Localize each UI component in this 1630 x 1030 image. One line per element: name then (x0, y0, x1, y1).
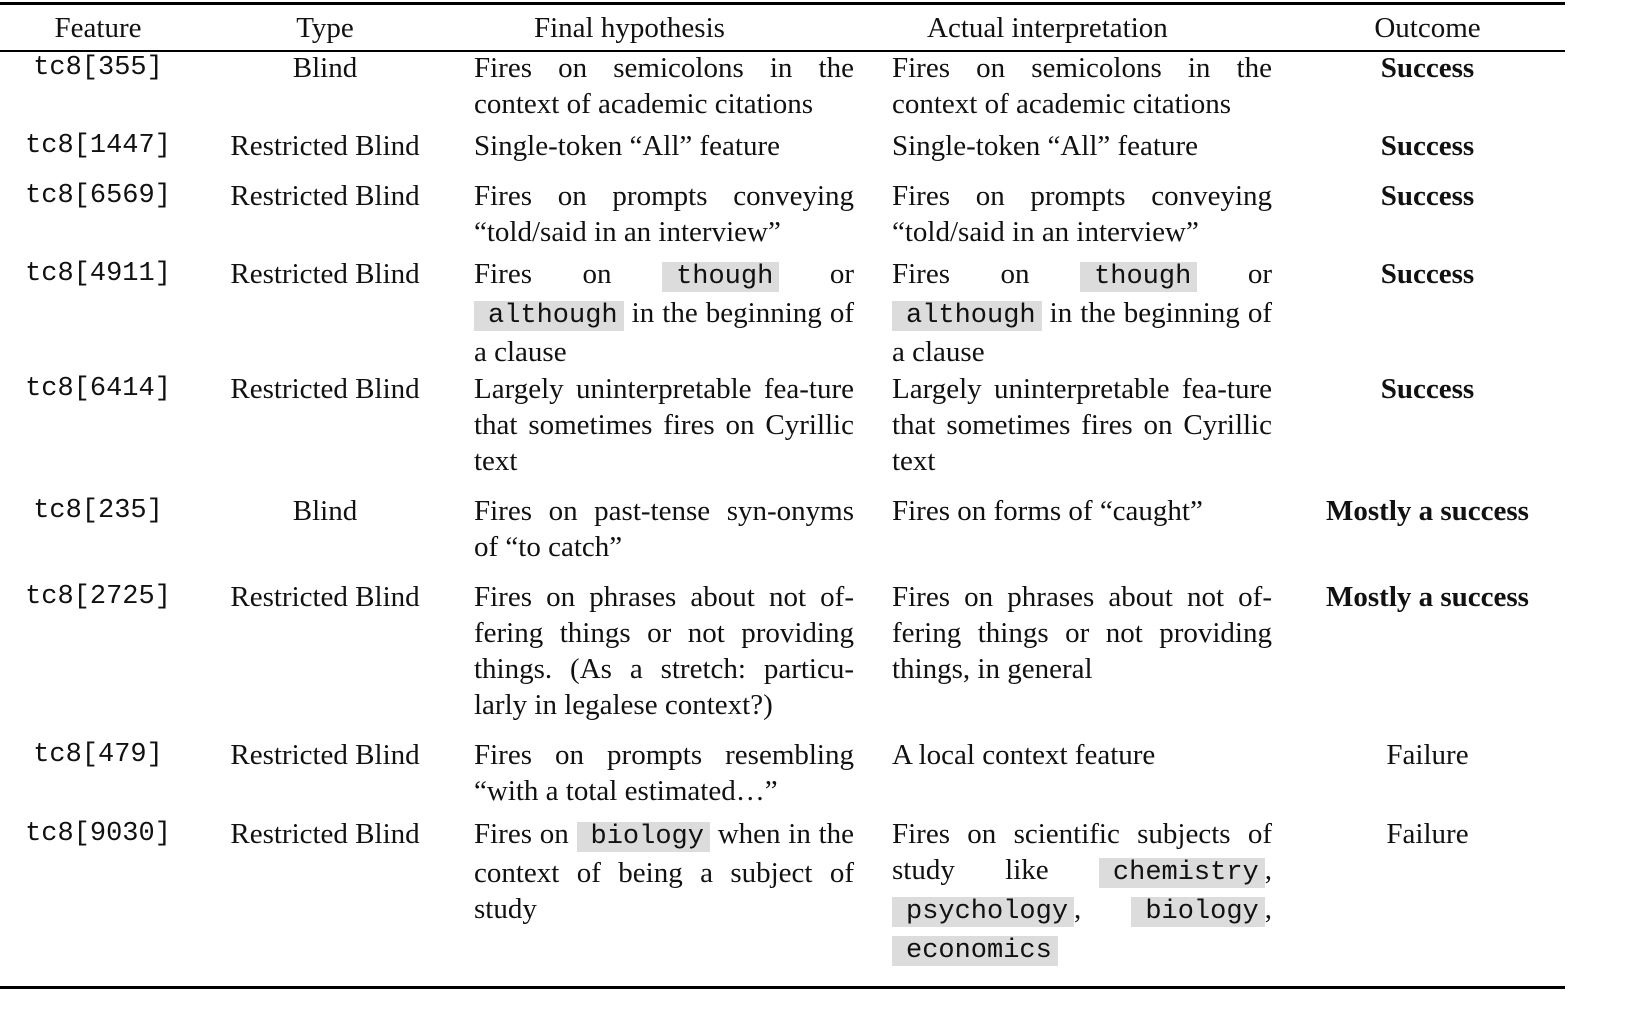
header-feature: Feature (54, 11, 142, 44)
final-hypothesis-cell (454, 816, 872, 969)
text-segment: or (779, 258, 854, 290)
text-segment: Fires on (892, 258, 1081, 290)
actual-interpretation-cell (872, 256, 1290, 371)
table-row (0, 256, 1565, 371)
outcome-cell: Success (1380, 130, 1475, 162)
type-cell: Restricted Blind (230, 130, 420, 162)
actual-interpretation-cell: Fires on prompts conveying “told/said in an interview” (892, 180, 1272, 248)
text-segment: , (1074, 893, 1132, 925)
code-token: though (662, 262, 779, 292)
type-cell: Blind (292, 495, 358, 527)
table-row (0, 371, 1565, 493)
feature-cell: tc8[355] (33, 53, 163, 83)
type-cell: Blind (292, 52, 358, 84)
text-segment: in the beginning of a clause (474, 297, 854, 368)
feature-cell: tc8[2725] (25, 582, 171, 612)
text-segment: Fires on scientific subjects of study like (892, 818, 1272, 886)
table-row (0, 50, 1565, 128)
final-hypothesis-cell: Fires on semicolons in the context of academic citations (474, 52, 854, 120)
outcome-cell: Success (1380, 52, 1475, 84)
feature-cell: tc8[1447] (25, 131, 171, 161)
type-cell: Restricted Blind (230, 180, 420, 212)
actual-interpretation-cell: Largely uninterpretable fea-ture that sometimes fires on Cyrillic text (892, 373, 1272, 477)
text-segment: or (1197, 258, 1272, 290)
table-row (0, 178, 1565, 256)
outcome-cell: Mostly a success (1326, 581, 1529, 613)
type-cell: Restricted Blind (230, 581, 420, 613)
outcome-cell: Success (1380, 258, 1475, 290)
code-token: biology (577, 822, 710, 852)
header-actual-interpretation: Actual interpretation (927, 11, 1168, 44)
table-row (0, 737, 1565, 816)
actual-interpretation-cell: A local context feature (892, 739, 1156, 771)
final-hypothesis-cell: Single-token “All” feature (474, 130, 780, 162)
header-final-hypothesis: Final hypothesis (534, 11, 725, 44)
table-row (0, 816, 1565, 969)
text-segment: , (1264, 854, 1272, 886)
actual-interpretation-cell: Fires on forms of “caught” (892, 495, 1203, 527)
code-token: although (892, 301, 1042, 331)
text-segment: Fires on (474, 818, 577, 850)
results-table (0, 5, 1565, 969)
table-body (0, 50, 1565, 969)
type-cell: Restricted Blind (230, 373, 420, 405)
actual-interpretation-cell: Fires on phrases about not of-fering things or not providing things, in general (892, 581, 1272, 685)
text-segment: when in the context of being a subject of study (474, 818, 854, 925)
table-header (0, 5, 1565, 50)
code-token: though (1080, 262, 1197, 292)
final-hypothesis-cell: Fires on phrases about not of-fering things or not providing things. (As a stretch: particu-larly in legalese context?) (474, 581, 854, 721)
text-segment: in the beginning of a clause (892, 297, 1272, 368)
header-type: Type (296, 11, 354, 44)
code-token: economics (892, 936, 1058, 966)
feature-cell: tc8[6569] (25, 181, 171, 211)
header-outcome: Outcome (1374, 11, 1481, 44)
code-token: chemistry (1099, 858, 1265, 888)
table-row (0, 493, 1565, 579)
text-segment: , (1264, 893, 1272, 925)
outcome-cell: Mostly a success (1326, 495, 1529, 527)
feature-cell: tc8[9030] (25, 819, 171, 849)
outcome-cell: Success (1380, 373, 1475, 405)
code-token: psychology (892, 897, 1074, 927)
code-token: although (474, 301, 624, 331)
outcome-cell: Failure (1386, 818, 1469, 850)
final-hypothesis-cell (454, 256, 872, 371)
feature-cell: tc8[6414] (25, 374, 171, 404)
type-cell: Restricted Blind (230, 818, 420, 850)
feature-cell: tc8[235] (33, 496, 163, 526)
final-hypothesis-cell: Fires on past-tense syn-onyms of “to catch” (474, 495, 854, 563)
final-hypothesis-cell: Fires on prompts conveying “told/said in an interview” (474, 180, 854, 248)
table-row (0, 128, 1565, 178)
feature-cell: tc8[4911] (25, 259, 171, 289)
type-cell: Restricted Blind (230, 739, 420, 771)
text-segment: Fires on (474, 258, 663, 290)
final-hypothesis-cell: Largely uninterpretable fea-ture that sometimes fires on Cyrillic text (474, 373, 854, 477)
table-row (0, 579, 1565, 737)
final-hypothesis-cell: Fires on prompts resembling “with a total estimated…” (474, 739, 854, 807)
table-bottom-rule (0, 986, 1565, 989)
feature-cell: tc8[479] (33, 740, 163, 770)
actual-interpretation-cell: Fires on semicolons in the context of academic citations (892, 52, 1272, 120)
type-cell: Restricted Blind (230, 258, 420, 290)
actual-interpretation-cell: Single-token “All” feature (892, 130, 1198, 162)
actual-interpretation-cell (872, 816, 1290, 969)
outcome-cell: Failure (1386, 739, 1469, 771)
outcome-cell: Success (1380, 180, 1475, 212)
code-token: biology (1131, 897, 1264, 927)
